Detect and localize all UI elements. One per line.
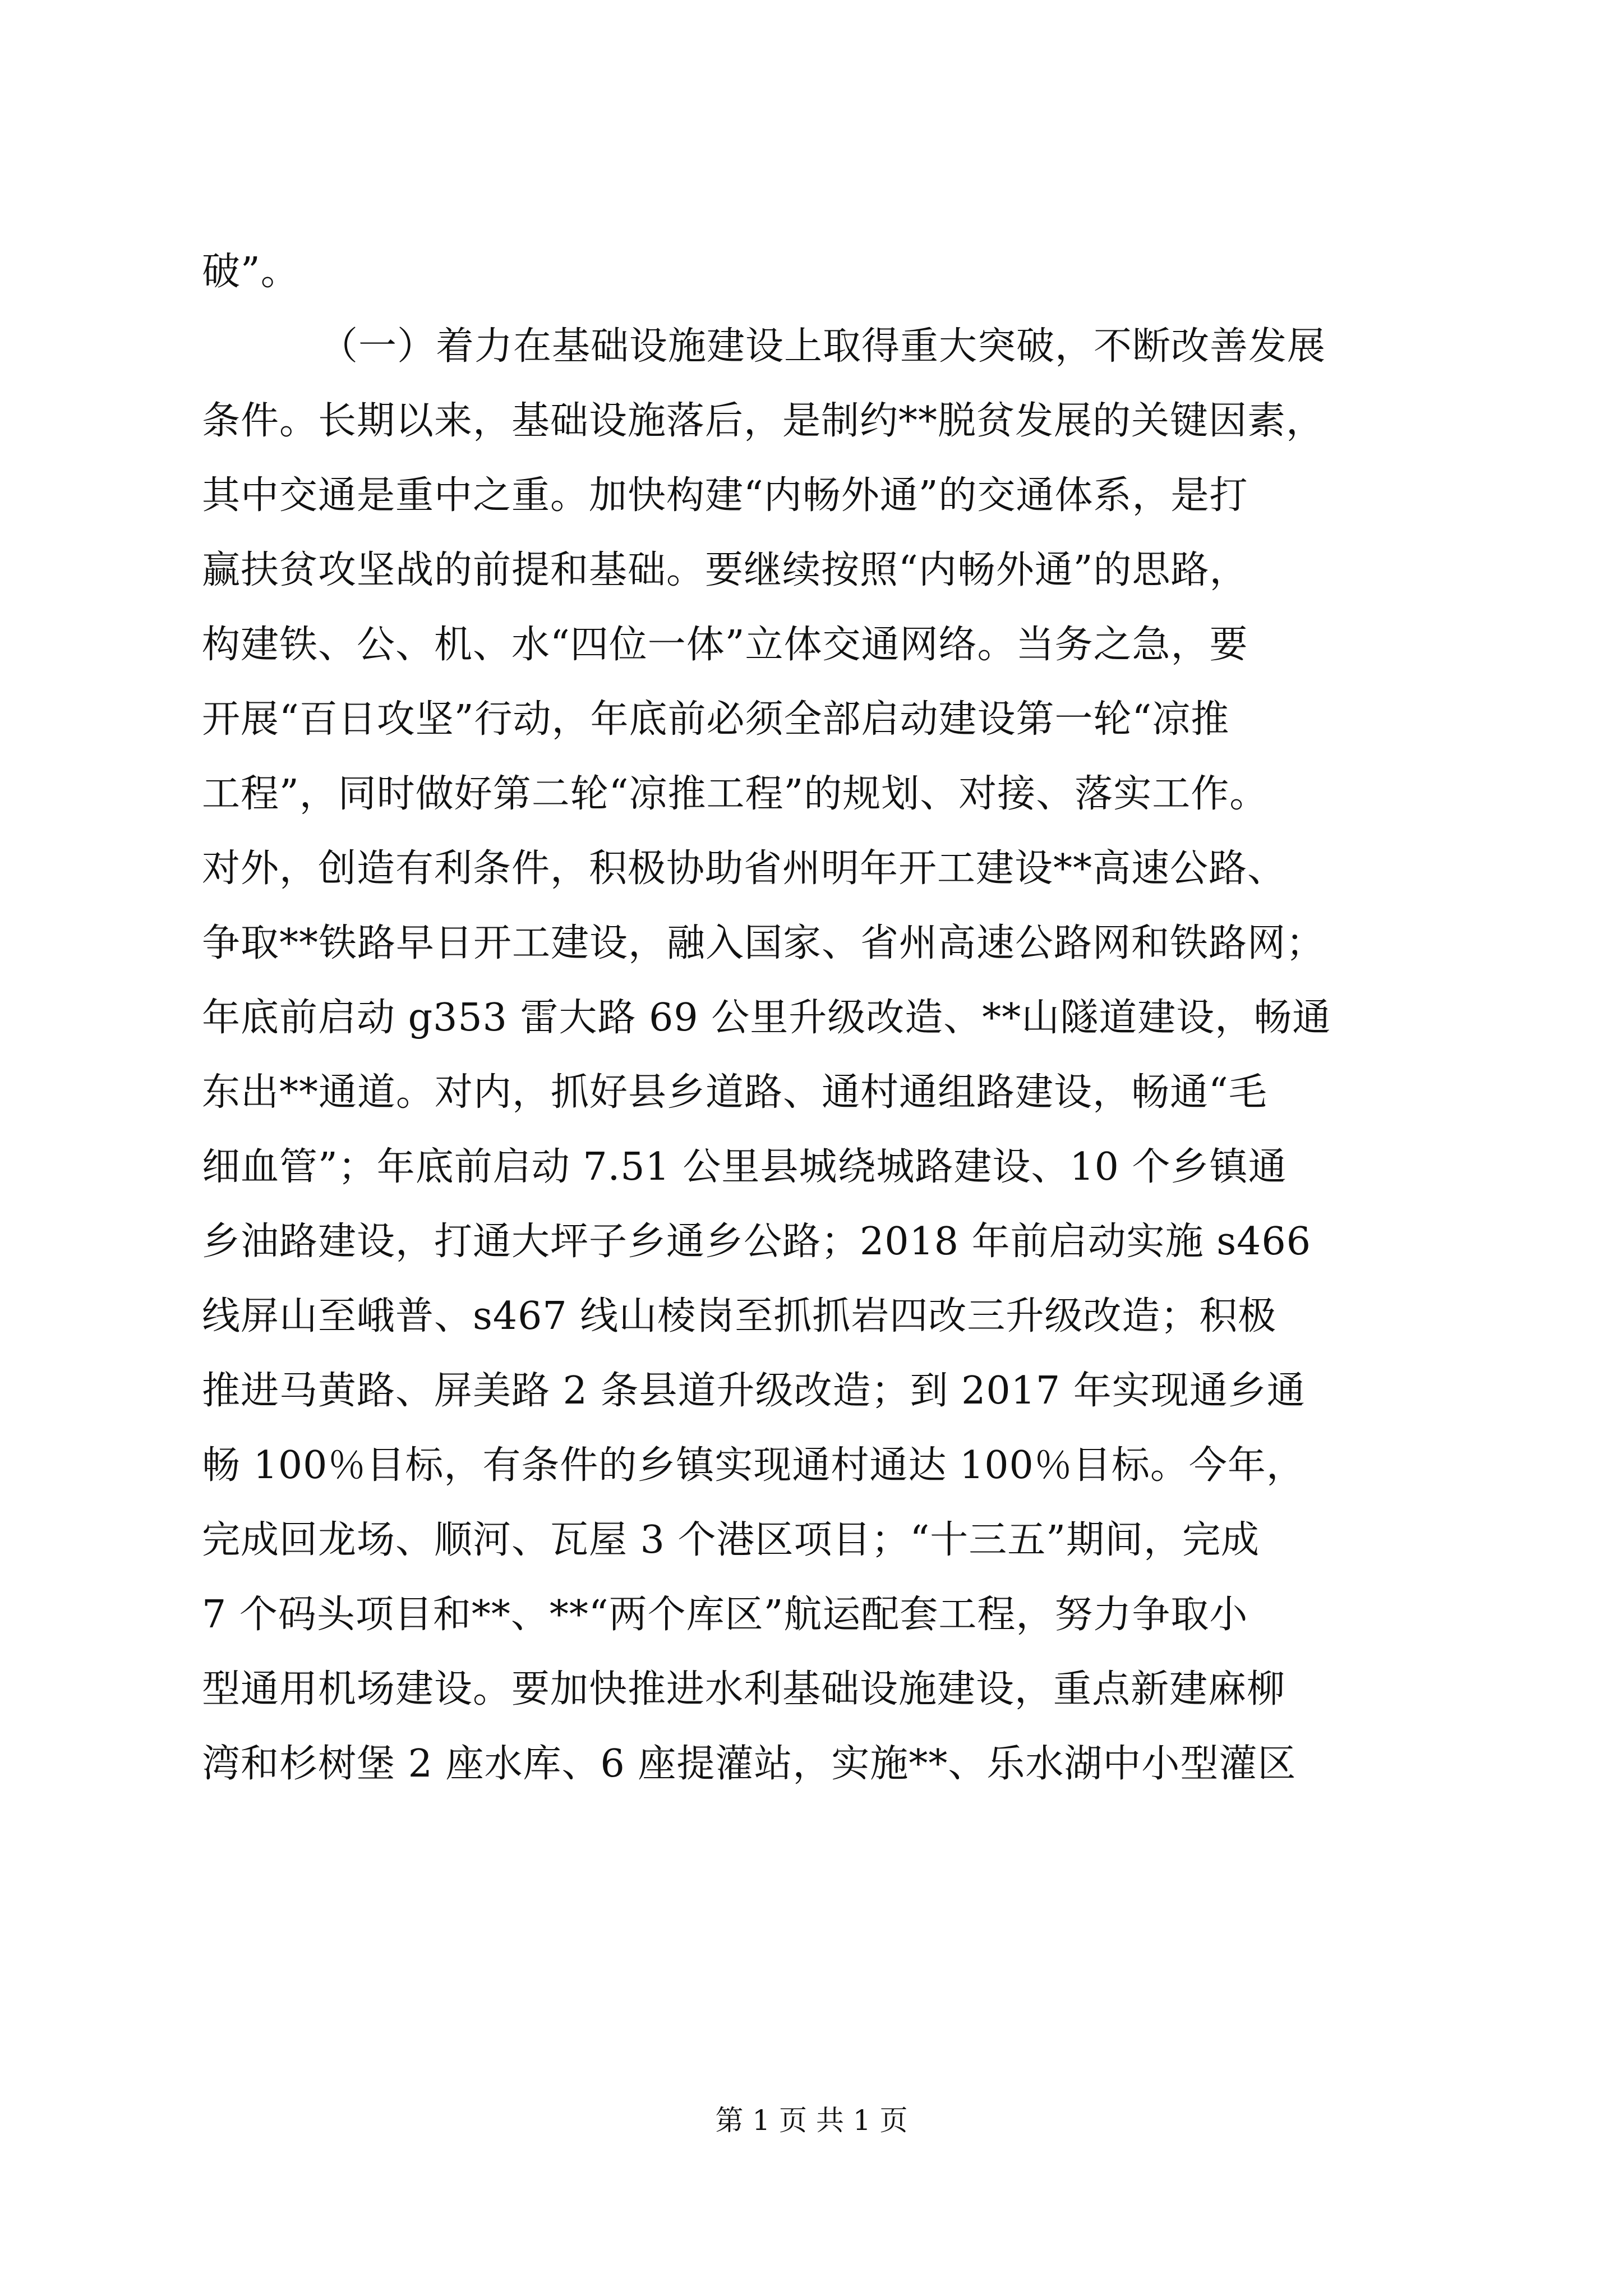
text-line: 赢扶贫攻坚战的前提和基础。要继续按照“内畅外通”的思路， — [202, 548, 1248, 592]
paragraph-heading-line: （一）着力在基础设施建设上取得重大突破，不断改善发展 — [320, 324, 1326, 369]
text-line: 乡油路建设，打通大坪子乡通乡公路；2018 年前启动实施 s466 — [202, 1220, 1311, 1264]
text-line: 细血管”；年底前启动 7.51 公里县城绕城路建设、10 个乡镇通 — [202, 1145, 1287, 1189]
body-text — [202, 234, 1436, 1801]
text-line: 条件。长期以来，基础设施落后，是制约**脱贫发展的关键因素， — [202, 399, 1325, 443]
text-line: 畅 100％目标，有条件的乡镇实现通村通达 100％目标。今年， — [202, 1443, 1305, 1488]
text-line: 对外，创造有利条件，积极协助省州明年开工建设**高速公路、 — [202, 846, 1287, 891]
text-line: 开展“百日攻坚”行动，年底前必须全部启动建设第一轮“凉推 — [202, 697, 1230, 742]
text-line: 湾和杉树堡 2 座水库、6 座提灌站，实施**、乐水湖中小型灌区 — [202, 1742, 1297, 1786]
page-footer — [0, 2101, 1623, 2140]
text-line: 其中交通是重中之重。加快构建“内畅外通”的交通体系，是打 — [202, 473, 1248, 518]
text-line: 年底前启动 g353 雷大路 69 公里升级改造、**山隧道建设，畅通 — [202, 996, 1331, 1040]
text-line: 东出**通道。对内，抓好县乡道路、通村通组路建设，畅通“毛 — [202, 1070, 1267, 1115]
text-line: 构建铁、公、机、水“四位一体”立体交通网络。当务之急，要 — [202, 623, 1248, 667]
text-line: 型通用机场建设。要加快推进水利基础设施建设，重点新建麻柳 — [202, 1667, 1286, 1711]
text-line: 7 个码头项目和**、**“两个库区”航运配套工程，努力争取小 — [202, 1593, 1248, 1637]
text-line: 破”。 — [202, 250, 299, 294]
text-line: 推进马黄路、屏美路 2 条县道升级改造；到 2017 年实现通乡通 — [202, 1369, 1306, 1413]
text-line: 争取**铁路早日开工建设，融入国家、省州高速公路网和铁路网； — [202, 921, 1325, 965]
page-number: 第 1 页 共 1 页 — [715, 2104, 908, 2137]
text-line: 线屏山至峨普、s467 线山棱岗至抓抓岩四改三升级改造；积极 — [202, 1294, 1277, 1338]
text-line: 完成回龙场、顺河、瓦屋 3 个港区项目；“十三五”期间，完成 — [202, 1518, 1260, 1562]
text-line: 工程”，同时做好第二轮“凉推工程”的规划、对接、落实工作。 — [202, 772, 1269, 816]
